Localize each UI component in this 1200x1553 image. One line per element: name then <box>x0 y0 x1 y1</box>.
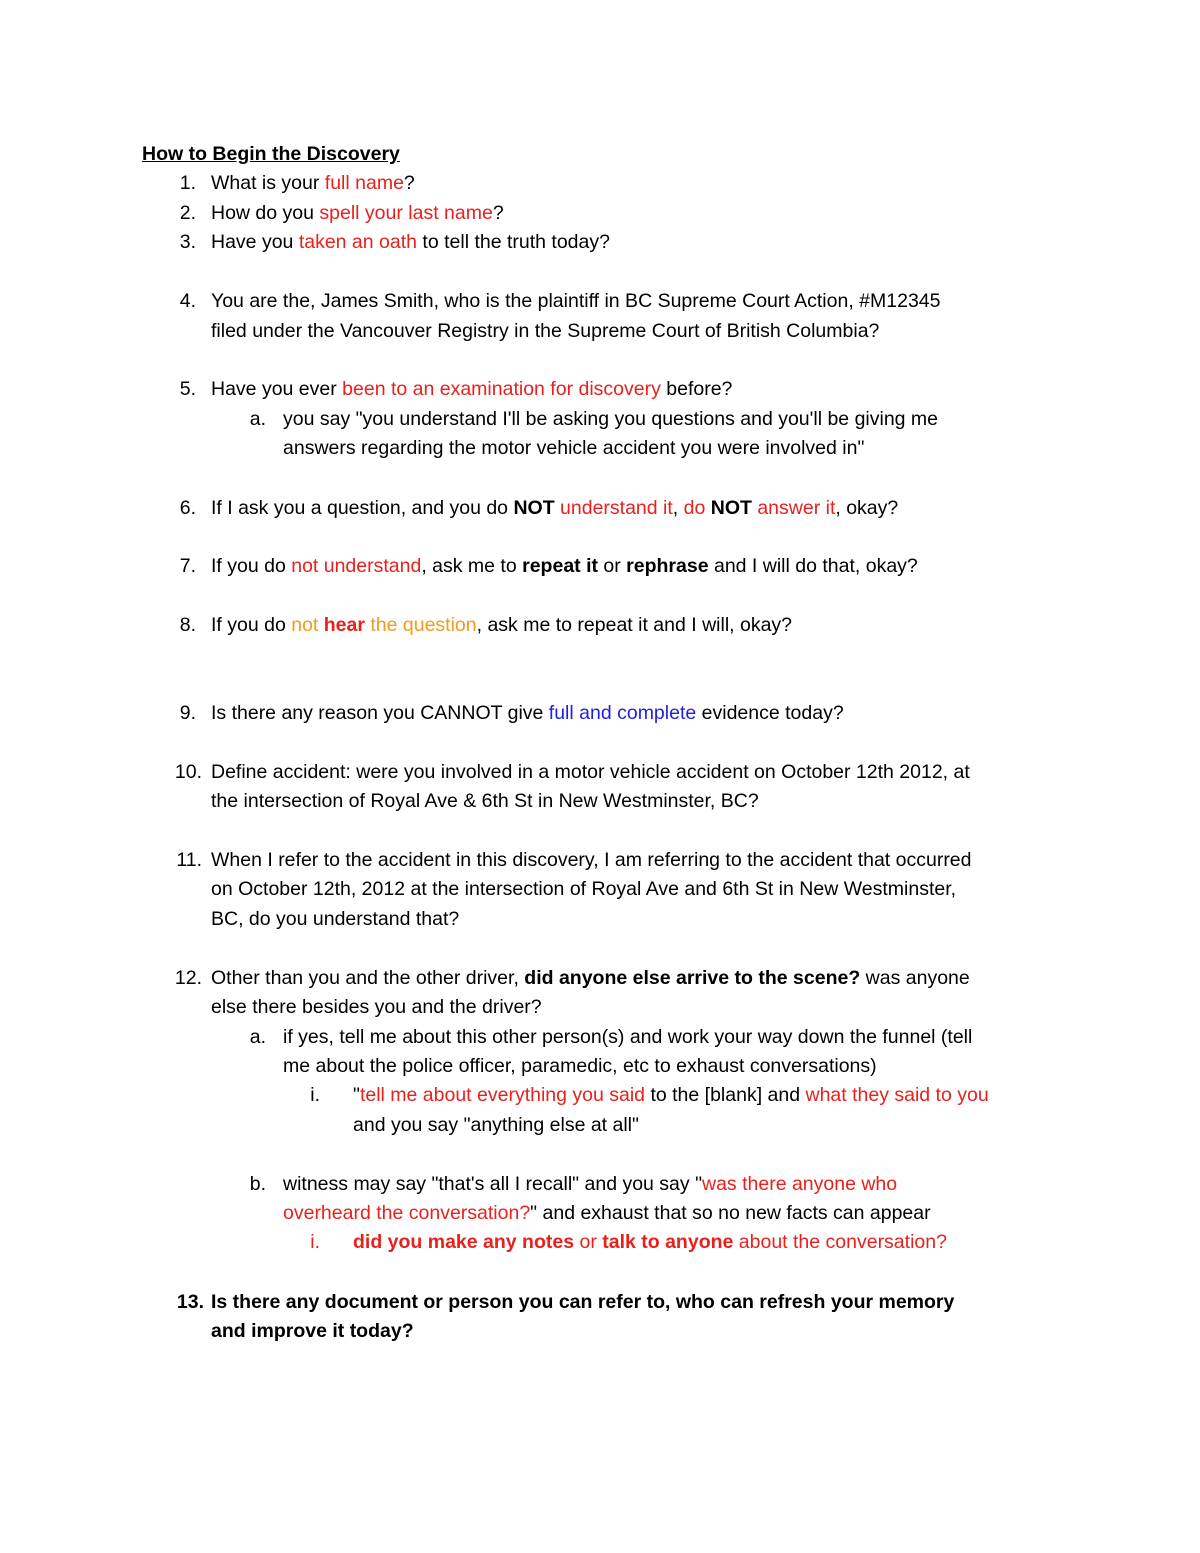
question-10-line-2: the intersection of Royal Ave & 6th St in New Westminster, BC? <box>211 790 759 812</box>
question-2: How do you spell your last name? <box>211 202 504 224</box>
question-12b-line-1: witness may say "that's all I recall" and you say "was there anyone who <box>283 1173 898 1195</box>
item-number: 9. <box>179 702 196 724</box>
item-number: 4. <box>179 290 196 312</box>
question-1: What is your full name? <box>211 172 415 194</box>
question-12a-i-line-2: and you say "anything else at all" <box>353 1114 639 1136</box>
item-number: 12. <box>174 967 202 989</box>
question-12a-line-1: if yes, tell me about this other person(s) and work your way down the funnel (tell <box>283 1026 973 1048</box>
item-number: 13. <box>176 1291 204 1313</box>
item-number: 8. <box>179 614 196 636</box>
question-11-line-2: on October 12th, 2012 at the intersection of Royal Ave and 6th St in New Westminster, <box>211 878 957 900</box>
sub-item-letter: b. <box>249 1173 266 1195</box>
item-number: 5. <box>179 378 196 400</box>
question-5a-line-2: answers regarding the motor vehicle accident you were involved in" <box>283 437 865 459</box>
question-12b-line-2: overheard the conversation?" and exhaust that so no new facts can appear <box>283 1202 931 1224</box>
sub-sub-item-numeral: i. <box>310 1231 320 1253</box>
sub-item-letter: a. <box>249 408 266 430</box>
question-6: If I ask you a question, and you do NOT understand it, do NOT answer it, okay? <box>211 497 899 519</box>
question-11-line-3: BC, do you understand that? <box>211 908 460 930</box>
document-title: How to Begin the Discovery <box>142 143 400 165</box>
question-12-line-1: Other than you and the other driver, did anyone else arrive to the scene? was anyone <box>211 967 970 989</box>
question-11-line-1: When I refer to the accident in this discovery, I am referring to the accident that occurred <box>211 849 972 871</box>
question-12a-i-line-1: "tell me about everything you said to the [blank] and what they said to you <box>353 1084 989 1106</box>
question-8: If you do not hear the question, ask me to repeat it and I will, okay? <box>211 614 793 636</box>
item-number: 2. <box>179 202 196 224</box>
item-number: 6. <box>179 497 196 519</box>
question-10-line-1: Define accident: were you involved in a motor vehicle accident on October 12th 2012, at <box>211 761 970 783</box>
question-12b-i: did you make any notes or talk to anyone about the conversation? <box>353 1231 947 1253</box>
question-13-line-2: and improve it today? <box>211 1320 414 1342</box>
item-number: 1. <box>179 172 196 194</box>
item-number: 10. <box>174 761 202 783</box>
sub-sub-item-numeral: i. <box>310 1084 320 1106</box>
item-number: 11. <box>176 849 202 871</box>
item-number: 7. <box>179 555 196 577</box>
question-12a-line-2: me about the police officer, paramedic, etc to exhaust conversations) <box>283 1055 877 1077</box>
question-4-line-1: You are the, James Smith, who is the plaintiff in BC Supreme Court Action, #M12345 <box>211 290 941 312</box>
question-12-line-2: else there besides you and the driver? <box>211 996 542 1018</box>
question-9: Is there any reason you CANNOT give full and complete evidence today? <box>211 702 844 724</box>
question-3: Have you taken an oath to tell the truth today? <box>211 231 610 253</box>
sub-item-letter: a. <box>249 1026 266 1048</box>
question-7: If you do not understand, ask me to repeat it or rephrase and I will do that, okay? <box>211 555 918 577</box>
item-number: 3. <box>179 231 196 253</box>
question-5: Have you ever been to an examination for discovery before? <box>211 378 733 400</box>
question-13-line-1: Is there any document or person you can refer to, who can refresh your memory <box>211 1291 955 1313</box>
question-5a-line-1: you say "you understand I'll be asking you questions and you'll be giving me <box>283 408 939 430</box>
question-4-line-2: filed under the Vancouver Registry in the Supreme Court of British Columbia? <box>211 320 880 342</box>
